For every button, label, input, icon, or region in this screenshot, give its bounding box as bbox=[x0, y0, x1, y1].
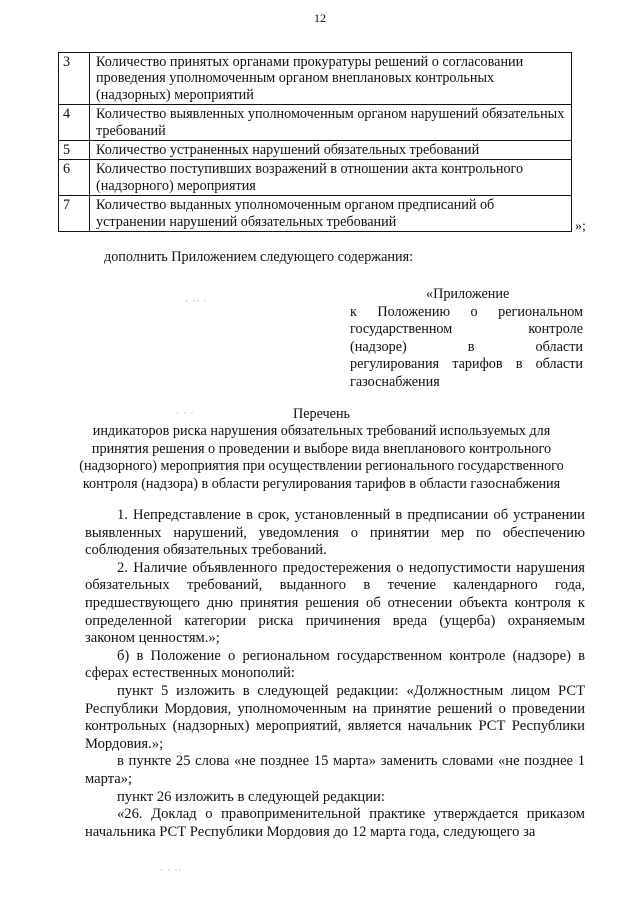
table-row bbox=[59, 196, 572, 232]
appendix-line: к Положению о региональном bbox=[350, 303, 583, 320]
row-number: 4 bbox=[59, 105, 90, 141]
heading-line: индикаторов риска нарушения обязательных требований используемых для bbox=[92, 423, 551, 440]
paragraph: 2. Наличие объявленного предостережения о недопустимости нарушения обязательных требований, выданного в течение календарного года, предшествующего дню принятия решения об отнесении объекта контроля к определенной категории риска причинения вреда (ущерба) охраняемым законом ценностям.»; bbox=[85, 559, 585, 647]
row-number: 5 bbox=[59, 141, 90, 160]
table-row bbox=[59, 141, 572, 160]
appendix-title: «Приложение bbox=[426, 286, 510, 302]
row-text: Количество принятых органами прокуратуры решений о согласовании проведения уполномоченным органом внеплановых контрольных (надзорных) мероприятий bbox=[90, 53, 572, 105]
heading-line: принятия решения о проведении и выборе вида внепланового контрольного bbox=[91, 440, 552, 457]
indicators-table bbox=[58, 52, 572, 232]
heading-line: (надзорного) мероприятия при осуществлении регионального государственного bbox=[79, 458, 564, 475]
list-heading bbox=[60, 406, 583, 493]
row-text: Количество поступивших возражений в отношении акта контрольного (надзорного) мероприятия bbox=[90, 160, 572, 196]
row-number: 3 bbox=[59, 53, 90, 105]
row-text: Количество выданных уполномоченным органом предписаний об устранении нарушений обязательных требований bbox=[90, 196, 572, 232]
paragraph: «26. Доклад о правоприменительной практике утверждается приказом начальника РСТ Республики Мордовия до 12 марта года, следующего за bbox=[85, 806, 585, 840]
row-text: Количество устраненных нарушений обязательных требований bbox=[90, 141, 572, 160]
heading-title: Перечень bbox=[292, 406, 351, 422]
appendix-block bbox=[350, 286, 583, 392]
appendix-line: государственном контроле bbox=[350, 321, 583, 338]
scan-mark: · · ·· bbox=[160, 865, 183, 875]
table-closing-mark: »; bbox=[575, 219, 586, 234]
appendix-line: (надзоре) в области bbox=[350, 338, 583, 355]
paragraph: пункт 26 изложить в следующей редакции: bbox=[117, 788, 385, 805]
paragraph: б) в Положение о региональном государственном контроле (надзоре) в сферах естественных монополий: bbox=[85, 647, 585, 682]
appendix-line: регулирования тарифов в области bbox=[350, 356, 583, 373]
page-number: 12 bbox=[314, 11, 326, 25]
body-paragraphs-1 bbox=[85, 507, 585, 841]
table-row bbox=[59, 160, 572, 196]
table-row bbox=[59, 105, 572, 141]
row-number: 7 bbox=[59, 196, 90, 232]
intro-line: дополнить Приложением следующего содержания: bbox=[104, 249, 414, 265]
table-row bbox=[59, 53, 572, 105]
appendix-line: газоснабжения bbox=[350, 373, 440, 390]
paragraph: пункт 5 изложить в следующей редакции: «Должностным лицом РСТ Республики Мордовия, уполномоченным на принятие решений о проведении контрольных (надзорных) мероприятий, является начальник РСТ Республики Мордовия.»; bbox=[85, 682, 585, 752]
scan-mark: · ·· · bbox=[185, 296, 208, 306]
row-text: Количество выявленных уполномоченным органом нарушений обязательных требований bbox=[90, 105, 572, 141]
paragraph: в пункте 25 слова «не позднее 15 марта» заменить словами «не позднее 1 марта»; bbox=[85, 753, 585, 787]
scan-mark: · · · bbox=[176, 408, 195, 418]
row-number: 6 bbox=[59, 160, 90, 196]
heading-line: контроля (надзора) в области регулирования тарифов в области газоснабжения bbox=[82, 475, 561, 492]
paragraph: 1. Непредставление в срок, установленный в предписании об устранении выявленных нарушений, уведомления о принятии мер по обеспечению соблюдения обязательных требований. bbox=[85, 507, 585, 559]
